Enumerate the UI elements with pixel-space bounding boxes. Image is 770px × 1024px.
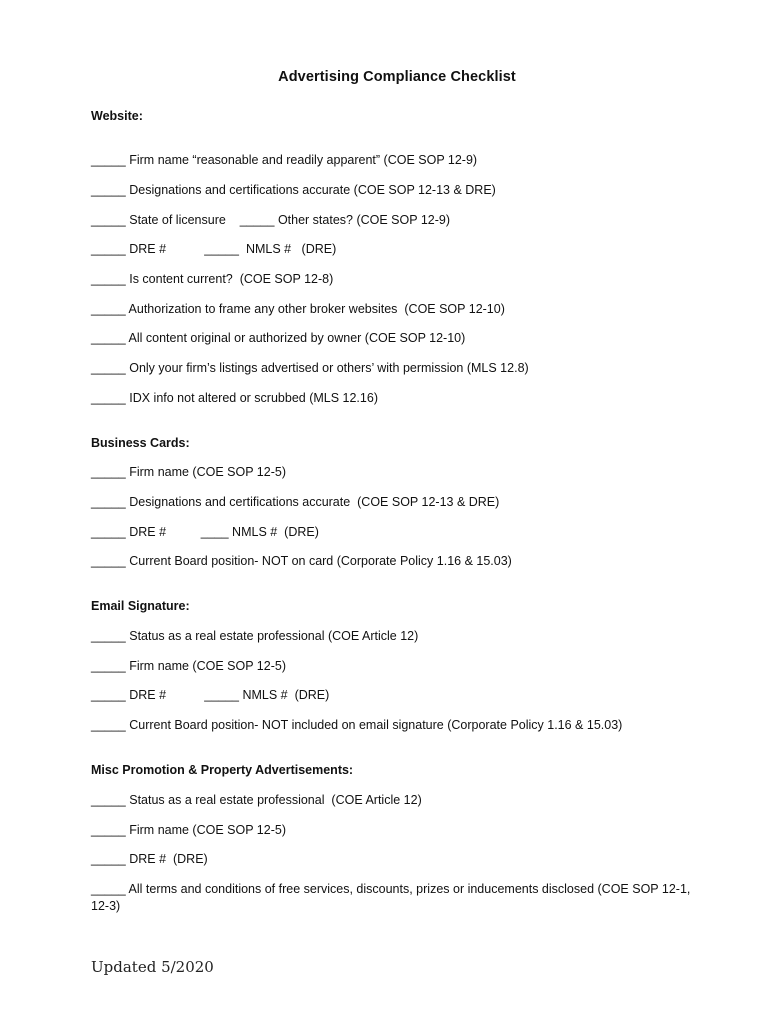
checklist-item: _____ Only your firm’s listings advertised or others’ with permission (MLS 12.8) [91,361,529,375]
checklist-item: _____ Firm name (COE SOP 12-5) [91,659,286,673]
checklist-item: _____ Current Board position- NOT included on email signature (Corporate Policy 1.16 & 15.03) [91,718,623,732]
checklist-item: _____ Designations and certifications accurate (COE SOP 12-13 & DRE) [91,183,496,197]
checklist-item: _____ Status as a real estate professional (COE Article 12) [91,793,422,807]
checklist-item: _____ Authorization to frame any other broker websites (COE SOP 12-10) [91,302,505,316]
checklist-item: _____ Designations and certifications accurate (COE SOP 12-13 & DRE) [91,495,500,509]
checklist-item: _____ Current Board position- NOT on card (Corporate Policy 1.16 & 15.03) [91,554,512,568]
checklist-item: _____ Firm name “reasonable and readily apparent” (COE SOP 12-9) [91,153,478,167]
checklist-item: _____ All content original or authorized by owner (COE SOP 12-10) [91,331,466,345]
section-heading-business-cards: Business Cards: [91,436,190,450]
checklist-item: _____ DRE # _____ NMLS # (DRE) [91,242,337,256]
section-heading-website: Website: [91,109,143,123]
checklist-item: _____ DRE # _____ NMLS # (DRE) [91,688,330,702]
checklist-item: _____ All terms and conditions of free services, discounts, prizes or inducements disclosed (COE SOP 12-1, 12-3) [91,882,691,913]
checklist-item: _____ DRE # (DRE) [91,852,208,866]
checklist-item: _____ Status as a real estate professional (COE Article 12) [91,629,419,643]
checklist-item: _____ Firm name (COE SOP 12-5) [91,823,286,837]
checklist-item: _____ DRE # ____ NMLS # (DRE) [91,525,319,539]
section-heading-misc: Misc Promotion & Property Advertisements: [91,763,354,777]
checklist-item: _____ State of licensure _____ Other states? (COE SOP 12-9) [91,213,450,227]
document-title: Advertising Compliance Checklist [278,69,516,85]
checklist-item: _____ Is content current? (COE SOP 12-8) [91,272,334,286]
footer-updated-date: Updated 5/2020 [91,958,214,976]
checklist-item: _____ Firm name (COE SOP 12-5) [91,465,286,479]
checklist-item: _____ IDX info not altered or scrubbed (MLS 12.16) [91,391,378,405]
section-heading-email-signature: Email Signature: [91,599,190,613]
